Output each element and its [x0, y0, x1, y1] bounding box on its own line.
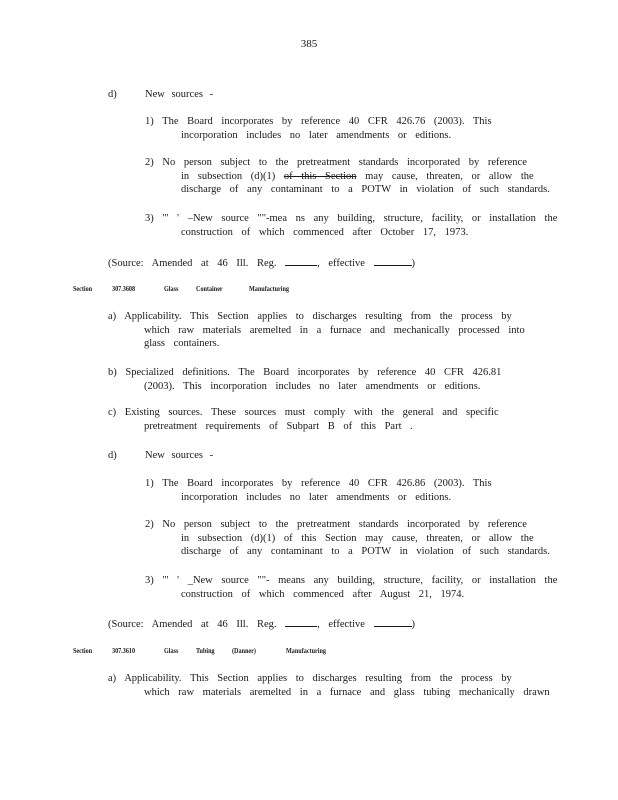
paragraph-d3-line1: 3) "' ' –New source ""-mea ns any building, structure, facility, or installation the — [145, 213, 558, 224]
subsection-c-line1: c) Existing sources. These sources must comply with the general and specific — [108, 407, 499, 418]
paragraph-d2 — [145, 518, 550, 559]
paragraph-d3-line2: construction of which commenced after October 17, 1973. — [181, 226, 469, 238]
source-note-b: , effective — [317, 619, 365, 630]
section-heading-word: Tubing — [196, 646, 215, 655]
subsection-a-line2: which raw materials aremelted in a furnace and mechanically processed into — [144, 324, 525, 336]
source-note — [108, 255, 415, 271]
paragraph-d3-line2: construction of which commenced after August 21, 1974. — [181, 588, 465, 600]
subsection-c — [108, 406, 499, 433]
paragraph-d2-line2: in subsection (d)(1) of this Section may cause, threaten, or allow the — [181, 532, 534, 544]
section-heading-number: 307.3610 — [112, 646, 136, 655]
section-heading-word: Glass — [164, 284, 179, 293]
subsection-a-line1: a) Applicability. This Section applies to discharges resulting from the process by — [108, 311, 512, 322]
section-heading-word: Container — [196, 284, 223, 293]
paragraph-d2-line2 — [145, 170, 550, 184]
struck-text: of this Section — [283, 170, 357, 182]
subsection-d-text: New sources - — [145, 450, 214, 461]
paragraph-d3 — [145, 212, 557, 239]
blank-register — [285, 616, 317, 627]
paragraph-d1-line1: 1) The Board incorporates by reference 40 CFR 426.86 (2003). This — [145, 478, 492, 489]
subsection-a-line1: a) Applicability. This Section applies to discharges resulting from the process by — [108, 673, 512, 684]
subsection-b-line2: (2003). This incorporation includes no later amendments or editions. — [144, 380, 481, 392]
blank-effective — [374, 616, 412, 627]
paragraph-d2-line3: discharge of any contaminant to a POTW in violation of such standards. — [181, 546, 550, 558]
subsection-a — [108, 310, 525, 351]
paragraph-d3 — [145, 574, 557, 601]
source-note-a: (Source: Amended at 46 Ill. Reg. — [108, 258, 277, 269]
paragraph-d2 — [145, 156, 550, 197]
source-note-a: (Source: Amended at 46 Ill. Reg. — [108, 619, 277, 630]
section-heading-label: Section — [73, 646, 93, 655]
paragraph-d1 — [145, 115, 492, 142]
source-note-c: ) — [411, 258, 416, 269]
paragraph-d2-line1: 2) No person subject to the pretreatment standards incorporated by reference — [145, 519, 527, 530]
source-note-b: , effective — [317, 258, 365, 269]
subsection-a-line2: which raw materials aremelted in a furnace and glass tubing mechanically drawn — [144, 686, 550, 698]
section-heading-word: Glass — [164, 646, 179, 655]
paragraph-d3-line1: 3) "' ' _New source ""- means any building, structure, facility, or installation the — [145, 575, 558, 586]
subsection-a — [108, 672, 550, 699]
source-note — [108, 616, 415, 632]
section-heading-word: Manufacturing — [286, 646, 326, 655]
subsection-c-line2: pretreatment requirements of Subpart B of this Part . — [144, 420, 413, 432]
paragraph-d1-line1: 1) The Board incorporates by reference 40 CFR 426.76 (2003). This — [145, 116, 492, 127]
page-number: 385 — [300, 38, 318, 50]
section-heading-word: (Danner) — [232, 646, 256, 655]
subsection-b-line1: b) Specialized definitions. The Board incorporates by reference 40 CFR 426.81 — [108, 367, 502, 378]
paragraph-d1-line2: incorporation includes no later amendments or editions. — [181, 491, 452, 503]
paragraph-d1-line2: incorporation includes no later amendments or editions. — [181, 129, 452, 141]
source-note-c: ) — [411, 619, 416, 630]
section-heading-word: Manufacturing — [249, 284, 289, 293]
paragraph-d1 — [145, 477, 492, 504]
subsection-d-text: New sources - — [145, 89, 214, 100]
blank-register — [285, 255, 317, 266]
subsection-a-line3: glass containers. — [144, 338, 220, 350]
section-heading-label: Section — [73, 284, 93, 293]
blank-effective — [374, 255, 412, 266]
paragraph-d2-line3: discharge of any contaminant to a POTW in violation of such standards. — [181, 184, 550, 196]
subsection-b — [108, 366, 501, 393]
subsection-d-label: d) — [108, 450, 117, 461]
subsection-d-label: d) — [108, 89, 117, 100]
paragraph-d2-line2-b: may cause, threaten, or allow the — [365, 170, 534, 182]
paragraph-d2-line2-a: in subsection (d)(1) — [181, 170, 276, 182]
paragraph-d2-line1: 2) No person subject to the pretreatment standards incorporated by reference — [145, 157, 527, 168]
section-heading-number: 307.3608 — [112, 284, 136, 293]
